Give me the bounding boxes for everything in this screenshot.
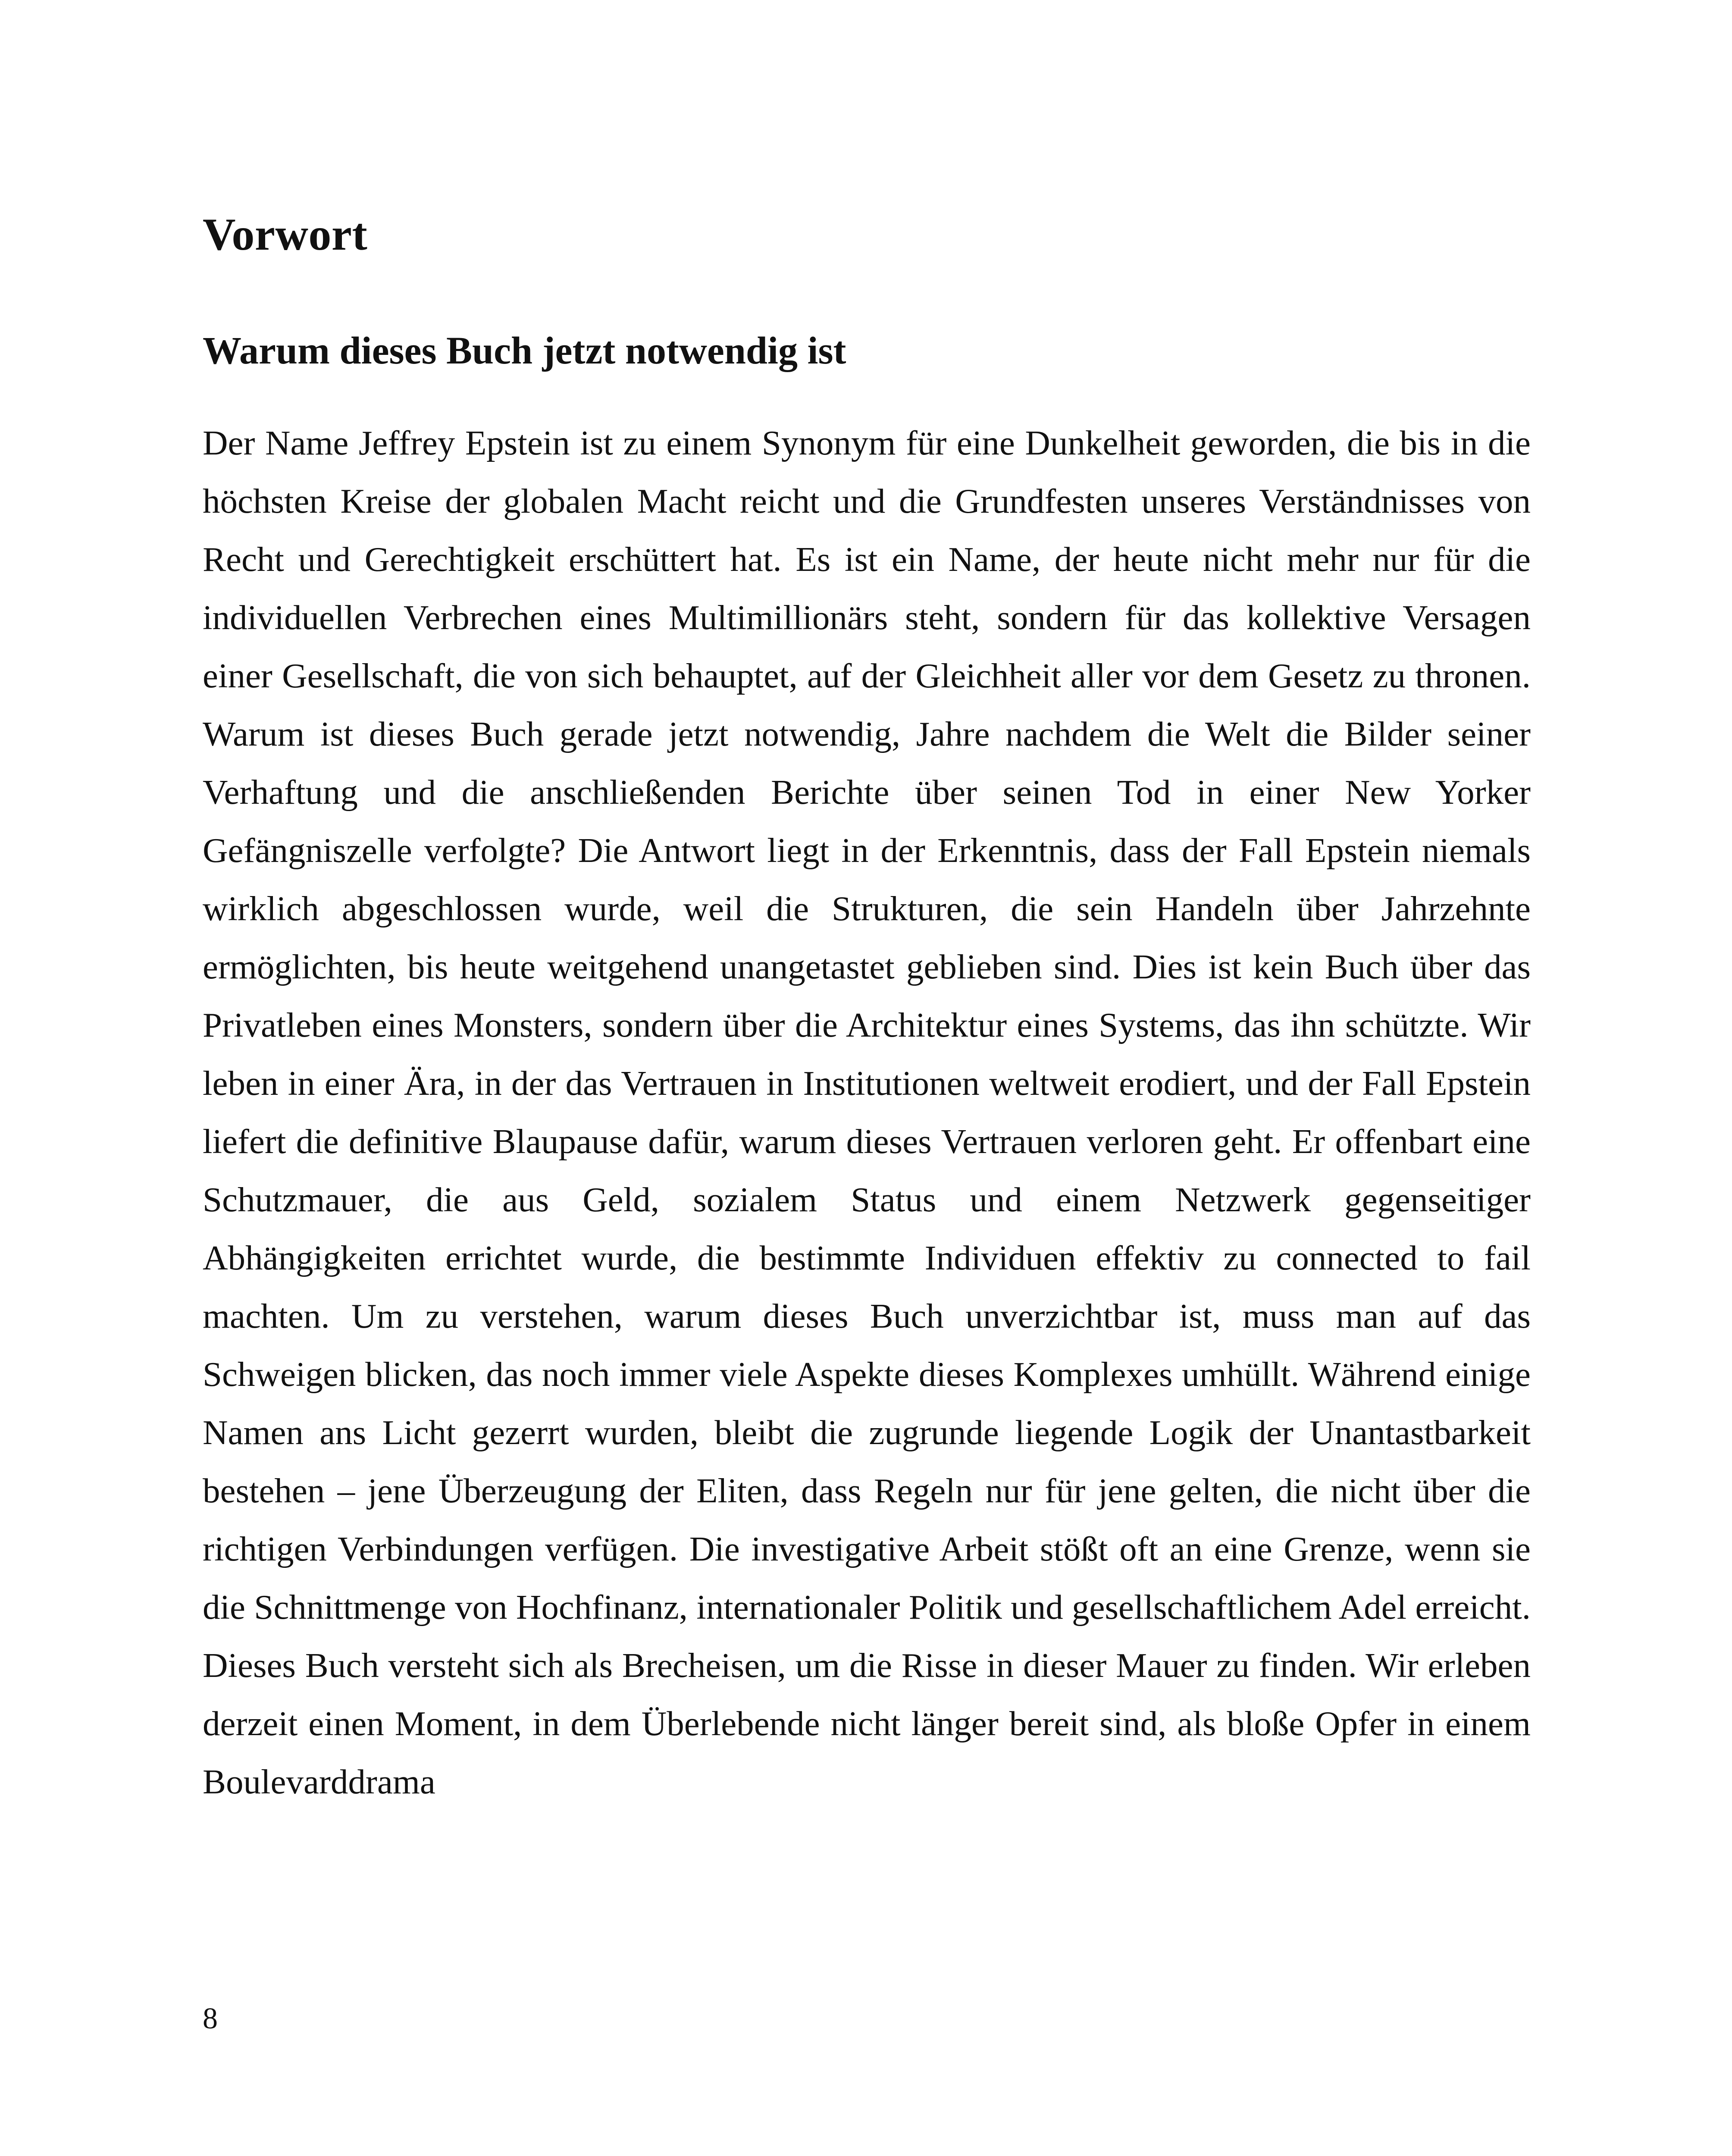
body-paragraph: Der Name Jeffrey Epstein ist zu einem Synonym für eine Dunkelheit geworden, die bis in die höchsten Kreise der globalen Macht reicht und die Grundfesten unseres Verständnisses von Recht und Gerechtigkeit erschüttert hat. Es ist ein Name, der heute nicht mehr nur für die individuellen Verbrechen eines Multimillionärs steht, sondern für das kollektive Versagen einer Gesellschaft, die von sich behauptet, auf der Gleichheit aller vor dem Gesetz zu thronen. Warum ist dieses Buch gerade jetzt notwendig, Jahre nachdem die Welt die Bilder seiner Verhaftung und die anschließenden Berichte über seinen Tod in einer New Yorker Gefängniszelle verfolgte? Die Antwort liegt in der Erkenntnis, dass der Fall Epstein niemals wirklich abgeschlossen wurde, weil die Strukturen, die sein Handeln über Jahrzehnte ermöglichten, bis heute weitgehend unangetastet geblieben sind. Dies ist kein Buch über das Privatleben eines Monsters, sondern über die Architektur eines Systems, das ihn schützte. Wir leben in einer Ära, in der das Vertrauen in Institutionen weltweit erodiert, und der Fall Epstein liefert die definitive Blaupause dafür, warum dieses Vertrauen verloren geht. Er offenbart eine Schutzmauer, die aus Geld, sozialem Status und einem Netzwerk gegenseitiger Abhängigkeiten errichtet wurde, die bestimmte Individuen effektiv zu connected to fail machten. Um zu verstehen, warum dieses Buch unverzichtbar ist, muss man auf das Schweigen blicken, das noch immer viele Aspekte dieses Komplexes umhüllt. Während einige Namen ans Licht gezerrt wurden, bleibt die zugrunde liegende Logik der Unantastbarkeit bestehen – jene Überzeugung der Eliten, dass Regeln nur für jene gelten, die nicht über die richtigen Verbindungen verfügen. Die investigative Arbeit stößt oft an eine Grenze, wenn sie die Schnittmenge von Hochfinanz, internationaler Politik und gesellschaftlichem Adel erreicht. Dieses Buch versteht sich als Brecheisen, um die Risse in dieser Mauer zu finden. Wir erleben derzeit einen Moment, in dem Überlebende nicht länger bereit sind, als bloße Opfer in einem Boulevarddrama [203,423,1531,1801]
section-heading: Warum dieses Buch jetzt notwendig ist [203,329,846,372]
page-number: 8 [203,2002,218,2035]
chapter-title: Vorwort [203,209,368,260]
